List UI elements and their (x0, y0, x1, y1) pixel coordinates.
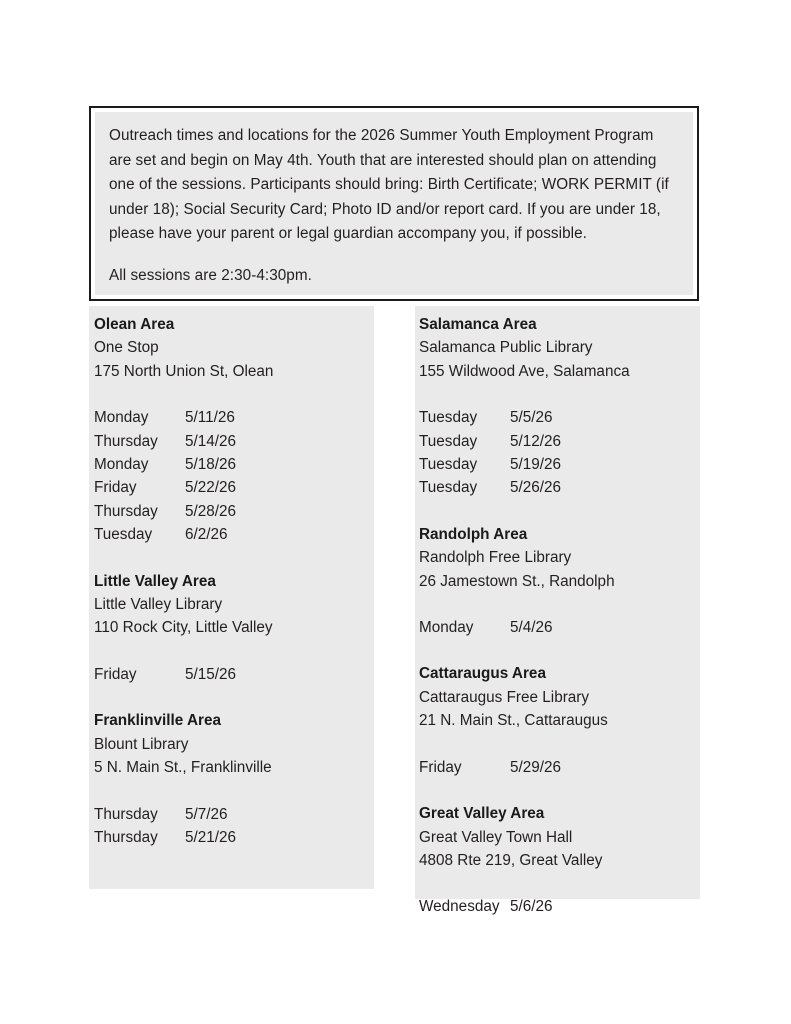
area-block (419, 802, 690, 919)
area-title: Great Valley Area (419, 805, 545, 823)
area-venue: Salamanca Public Library (419, 339, 593, 357)
session-row (419, 895, 690, 918)
area-address: 21 N. Main St., Cattaraugus (419, 712, 608, 730)
session-row (94, 476, 364, 499)
session-date: 5/19/26 (510, 456, 562, 474)
area-title: Cattaraugus Area (419, 665, 546, 683)
session-list (94, 663, 364, 686)
session-list (419, 756, 690, 779)
session-day: Wednesday (419, 898, 500, 916)
area-block (419, 662, 690, 779)
session-row (94, 453, 364, 476)
session-row (419, 430, 690, 453)
session-date: 5/21/26 (185, 828, 237, 846)
session-date: 5/4/26 (510, 619, 553, 637)
session-date: 5/29/26 (510, 758, 562, 776)
session-day: Thursday (94, 432, 158, 450)
session-list (419, 406, 690, 500)
session-date: 6/2/26 (185, 526, 228, 544)
session-date: 5/12/26 (510, 432, 562, 450)
session-list (419, 616, 690, 639)
area-title: Little Valley Area (94, 572, 216, 590)
session-date: 5/5/26 (510, 409, 553, 427)
session-day: Tuesday (419, 456, 478, 474)
area-venue: Cattaraugus Free Library (419, 688, 590, 706)
notice-paragraph-session-times: All sessions are 2:30-4:30pm. (109, 266, 312, 284)
notice-box (89, 106, 699, 301)
session-list (94, 803, 364, 850)
session-row (94, 803, 364, 826)
area-block (419, 523, 690, 640)
area-address: 4808 Rte 219, Great Valley (419, 851, 603, 869)
session-row (94, 430, 364, 453)
session-day: Tuesday (419, 432, 478, 450)
area-address: 5 N. Main St., Franklinville (94, 759, 272, 777)
session-row (94, 663, 364, 686)
session-row (94, 523, 364, 546)
area-address: 155 Wildwood Ave, Salamanca (419, 362, 630, 380)
area-spacer (419, 779, 690, 802)
session-row (419, 616, 690, 639)
session-date: 5/26/26 (510, 479, 562, 497)
area-address: 175 North Union St, Olean (94, 362, 274, 380)
session-row (94, 826, 364, 849)
session-row (419, 406, 690, 429)
session-day: Friday (94, 665, 137, 683)
area-title: Olean Area (94, 316, 175, 333)
area-address: 26 Jamestown St., Randolph (419, 572, 615, 590)
session-day: Thursday (94, 502, 158, 520)
right-column-areas (419, 313, 690, 919)
area-block (94, 313, 364, 547)
area-title: Randolph Area (419, 525, 528, 543)
session-date: 5/11/26 (185, 409, 235, 427)
session-day: Thursday (94, 828, 158, 846)
notice-paragraph-primary: Outreach times and locations for the 2026 Summer Youth Employment Program are set and begin on May 4th. Youth that are interested should plan on attending one of the sessions. Participants should bring: Birth Certificate; WORK PERMIT (if under 18); Social Security Card; Photo ID and/or report card. If you are under 18, please have your parent or legal guardian accompany you, if possible. (109, 127, 669, 243)
session-day: Friday (419, 758, 462, 776)
area-spacer (94, 547, 364, 570)
area-address: 110 Rock City, Little Valley (94, 619, 273, 637)
notice-inner-panel (95, 112, 693, 295)
session-date: 5/6/26 (510, 898, 553, 916)
session-list (419, 895, 690, 918)
area-spacer (419, 639, 690, 662)
session-row (419, 453, 690, 476)
area-spacer (419, 500, 690, 523)
area-venue: Blount Library (94, 735, 189, 753)
area-spacer (94, 686, 364, 709)
session-date: 5/15/26 (185, 665, 237, 683)
session-row (94, 406, 364, 429)
area-block (94, 570, 364, 687)
area-block (94, 709, 364, 849)
area-title: Franklinville Area (94, 712, 221, 730)
session-day: Thursday (94, 805, 158, 823)
session-row (94, 500, 364, 523)
session-date: 5/28/26 (185, 502, 237, 520)
session-day: Monday (419, 619, 474, 637)
area-venue: One Stop (94, 339, 159, 357)
session-date: 5/14/26 (185, 432, 237, 450)
area-title: Salamanca Area (419, 316, 537, 333)
area-block (419, 313, 690, 500)
session-date: 5/7/26 (185, 805, 228, 823)
area-venue: Little Valley Library (94, 596, 223, 614)
session-row (419, 756, 690, 779)
session-day: Tuesday (94, 526, 153, 544)
session-day: Monday (94, 409, 149, 427)
session-day: Monday (94, 456, 149, 474)
right-column-panel (415, 306, 700, 916)
area-venue: Great Valley Town Hall (419, 828, 573, 846)
session-day: Friday (94, 479, 137, 497)
session-row (419, 476, 690, 499)
session-day: Tuesday (419, 409, 478, 427)
session-day: Tuesday (419, 479, 478, 497)
session-date: 5/22/26 (185, 479, 237, 497)
session-date: 5/18/26 (185, 456, 237, 474)
session-list (94, 406, 364, 546)
left-column-areas (94, 313, 364, 849)
area-venue: Randolph Free Library (419, 549, 572, 567)
left-column-panel (89, 306, 374, 889)
